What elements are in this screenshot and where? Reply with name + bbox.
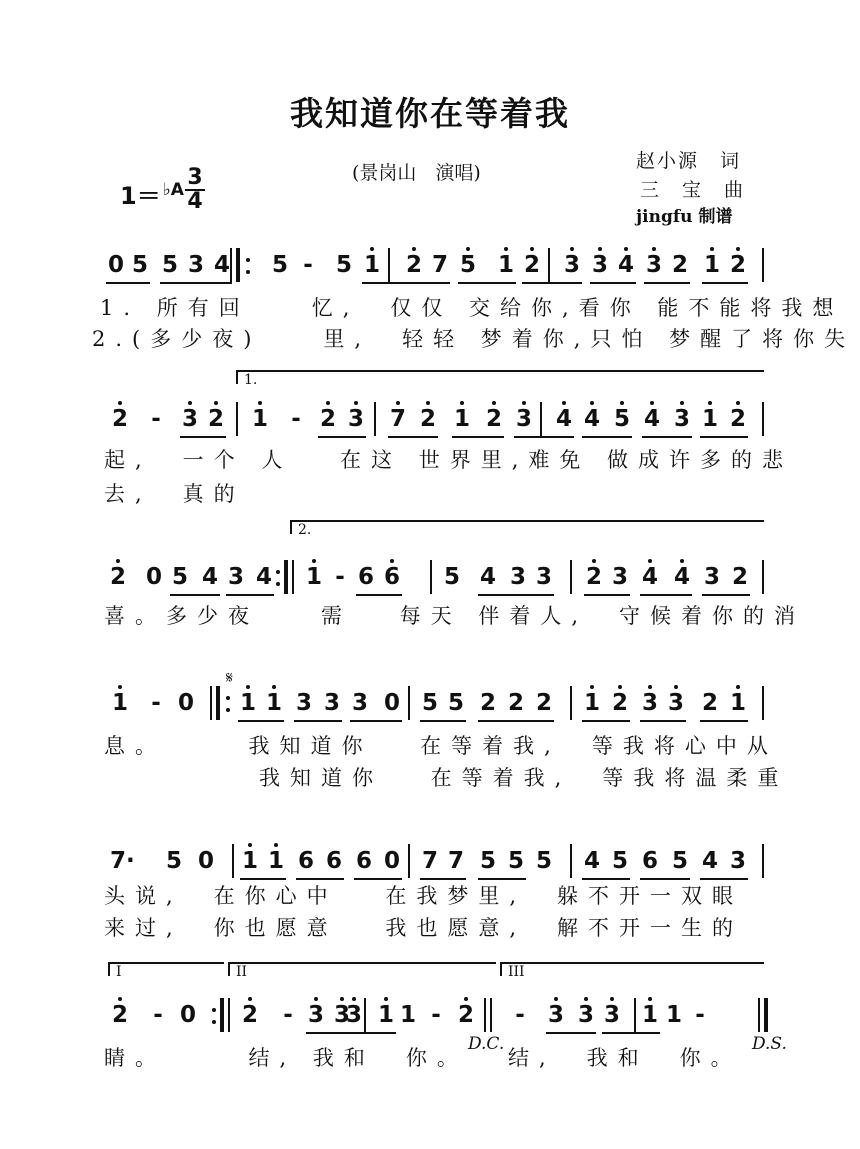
note: 0: [383, 848, 400, 874]
lyric-verse-1: 1. 所有回 忆, 仅仅 交给你,看你 能不能将我想: [100, 296, 844, 320]
lyric-line-6b: 结, 我和 你。: [508, 1046, 742, 1070]
beam: [702, 282, 748, 284]
beam: [318, 436, 366, 438]
octave-dot: [396, 401, 400, 405]
key-flat: ♭A: [162, 180, 184, 200]
beam: [170, 594, 220, 596]
octave-dot: [390, 559, 394, 563]
beam: [420, 720, 466, 722]
performer: (景岗山 演唱): [352, 162, 481, 184]
octave-dot: [648, 685, 652, 689]
beam: [582, 720, 630, 722]
note: 3: [703, 564, 720, 590]
octave-dot: [648, 559, 652, 563]
note: 3: [323, 690, 340, 716]
note: 0: [197, 848, 214, 874]
segno-icon: 𝄋: [226, 668, 233, 687]
beam: [452, 436, 504, 438]
note: -: [153, 1002, 163, 1028]
beam: [180, 436, 226, 438]
note: 1: [239, 690, 256, 716]
note: 2: [319, 406, 336, 432]
note: 3: [227, 564, 244, 590]
lyric-verse-2: 我知道你 在等着我, 等我将温柔重: [104, 766, 789, 790]
beam: [388, 436, 438, 438]
beam: [226, 594, 274, 596]
note: 1: [399, 1002, 416, 1028]
note: 1: [251, 406, 268, 432]
note: 5: [611, 848, 628, 874]
note: 1: [665, 1002, 682, 1028]
volta-III: III: [500, 962, 764, 976]
beam: [238, 720, 284, 722]
note: 0: [107, 252, 124, 278]
beam: [546, 1032, 596, 1034]
note: -: [515, 1002, 525, 1028]
note: 1: [583, 690, 600, 716]
octave-dot: [710, 247, 714, 251]
octave-dot: [736, 247, 740, 251]
octave-dot: [652, 247, 656, 251]
note: 2: [109, 564, 126, 590]
note: 3: [729, 848, 746, 874]
beam: [106, 282, 150, 284]
beam: [582, 436, 632, 438]
octave-dot: [274, 843, 278, 847]
octave-dot: [272, 685, 276, 689]
beam: [640, 720, 686, 722]
note: 4: [701, 848, 718, 874]
lyric-verse-1: 头说, 在你心中 在我梦里, 躲不开一双眼: [104, 884, 744, 908]
ds-mark: D.S.: [752, 1034, 787, 1054]
note: 3: [345, 1002, 362, 1028]
note: -: [291, 406, 301, 432]
beam: [404, 282, 450, 284]
note: 4: [201, 564, 218, 590]
octave-dot: [326, 401, 330, 405]
note: 5: [671, 848, 688, 874]
note: 2: [485, 406, 502, 432]
note: 2: [729, 406, 746, 432]
note: 3: [611, 564, 628, 590]
note: 3: [295, 690, 312, 716]
note: 5: [447, 690, 464, 716]
note: -: [151, 406, 161, 432]
note: 5: [613, 406, 630, 432]
octave-dot: [598, 247, 602, 251]
note: 4: [479, 564, 496, 590]
key-label: 1＝: [120, 182, 161, 210]
beam: [602, 1032, 660, 1034]
beam: [702, 594, 750, 596]
note: 5: [459, 252, 476, 278]
note: 4: [673, 564, 690, 590]
note: 3: [667, 690, 684, 716]
beam: [350, 720, 402, 722]
note: 6: [297, 848, 314, 874]
volta-2: 2.: [290, 520, 764, 534]
note: 2: [731, 564, 748, 590]
octave-dot: [618, 685, 622, 689]
note: 3: [673, 406, 690, 432]
beam: [584, 594, 630, 596]
lyric-verse-2: 来过, 你也愿意 我也愿意, 解不开一生的: [104, 916, 744, 940]
octave-dot: [674, 685, 678, 689]
note: 5: [421, 690, 438, 716]
octave-dot: [590, 685, 594, 689]
octave-dot: [530, 247, 534, 251]
octave-dot: [610, 997, 614, 1001]
beam: [458, 282, 516, 284]
note: 2: [479, 690, 496, 716]
octave-dot: [214, 401, 218, 405]
octave-dot: [460, 401, 464, 405]
note: 5: [171, 564, 188, 590]
note: 1: [641, 1002, 658, 1028]
octave-dot: [312, 559, 316, 563]
note: 1: [241, 848, 258, 874]
beam: [478, 720, 554, 722]
note: 4: [555, 406, 572, 432]
note: 5: [443, 564, 460, 590]
note: 4: [617, 252, 634, 278]
note: -: [303, 252, 313, 278]
note: 3: [181, 406, 198, 432]
note: 5: [161, 252, 178, 278]
note: 3: [535, 564, 552, 590]
note: 3: [591, 252, 608, 278]
note: 2: [207, 406, 224, 432]
beam: [344, 1032, 396, 1034]
note: 5: [165, 848, 182, 874]
octave-dot: [492, 401, 496, 405]
note: 3: [563, 252, 580, 278]
note: 6: [357, 564, 374, 590]
note: -: [335, 564, 345, 590]
note: 1: [703, 252, 720, 278]
note: 1: [305, 564, 322, 590]
note: 0: [179, 1002, 196, 1028]
note: 0: [145, 564, 162, 590]
arranger-credit: jingfu 制谱: [636, 207, 733, 227]
note: 0: [383, 690, 400, 716]
beam: [356, 594, 402, 596]
note: 2: [111, 406, 128, 432]
beam: [514, 436, 574, 438]
note: 2: [729, 252, 746, 278]
lyric-verse-1: 起, 一个 人 在这 世界里,难免 做成许多的悲: [104, 448, 794, 472]
note: 1: [267, 848, 284, 874]
note: -: [283, 1002, 293, 1028]
note: 3: [577, 1002, 594, 1028]
note: 0: [177, 690, 194, 716]
beam: [478, 594, 554, 596]
beam: [640, 594, 692, 596]
octave-dot: [118, 997, 122, 1001]
octave-dot: [708, 401, 712, 405]
lyric-verse-1: 息。 我知道你 在等着我, 等我将心中从: [104, 734, 778, 758]
octave-dot: [352, 997, 356, 1001]
octave-dot: [248, 997, 252, 1001]
octave-dot: [562, 401, 566, 405]
note: 6: [383, 564, 400, 590]
note: 6: [355, 848, 372, 874]
note: 2: [111, 1002, 128, 1028]
note: 3: [603, 1002, 620, 1028]
note: 1: [111, 690, 128, 716]
octave-dot: [412, 247, 416, 251]
lyric-verse-2: 去, 真的: [104, 482, 245, 506]
lyric-verse-2: 2.(多少夜) 里, 轻轻 梦着你,只怕 梦醒了将你失: [92, 327, 856, 351]
beam: [700, 436, 748, 438]
note: 3: [347, 406, 364, 432]
octave-dot: [466, 247, 470, 251]
octave-dot: [620, 401, 624, 405]
composer-credit: 三 宝 曲: [640, 179, 746, 201]
note: 6: [325, 848, 342, 874]
octave-dot: [590, 401, 594, 405]
beam: [700, 720, 748, 722]
note: 7: [431, 252, 448, 278]
dc-mark: D.C.: [468, 1034, 505, 1054]
note: 5: [507, 848, 524, 874]
note: 2: [535, 690, 552, 716]
time-numerator: 3: [187, 165, 203, 190]
octave-dot: [648, 997, 652, 1001]
beam: [186, 282, 232, 284]
octave-dot: [314, 997, 318, 1001]
octave-dot: [736, 401, 740, 405]
note: 3: [547, 1002, 564, 1028]
octave-dot: [370, 247, 374, 251]
note: 2: [701, 690, 718, 716]
octave-dot: [736, 685, 740, 689]
note: 1: [265, 690, 282, 716]
note: 1: [729, 690, 746, 716]
octave-dot: [570, 247, 574, 251]
note: 1: [497, 252, 514, 278]
time-denominator: 4: [187, 189, 203, 214]
note: 4: [583, 848, 600, 874]
note: 3: [351, 690, 368, 716]
beam: [644, 282, 690, 284]
octave-dot: [118, 401, 122, 405]
octave-dot: [650, 401, 654, 405]
note: 4: [213, 252, 230, 278]
note: 5: [535, 848, 552, 874]
note: 2: [585, 564, 602, 590]
volta-II: II: [228, 962, 496, 976]
octave-dot: [504, 247, 508, 251]
octave-dot: [522, 401, 526, 405]
barline: [762, 248, 764, 282]
note: 2: [419, 406, 436, 432]
beam: [642, 436, 692, 438]
note: 7·: [110, 848, 135, 874]
note: 6: [641, 848, 658, 874]
barline: [548, 248, 550, 282]
octave-dot: [680, 559, 684, 563]
beam: [590, 282, 636, 284]
note: 2: [457, 1002, 474, 1028]
note: 7: [389, 406, 406, 432]
note: 2: [405, 252, 422, 278]
octave-dot: [384, 997, 388, 1001]
octave-dot: [464, 997, 468, 1001]
note: -: [151, 690, 161, 716]
beam: [294, 720, 342, 722]
note: 5: [479, 848, 496, 874]
lyric-line-6a: 睛。 结, 我和 你。: [104, 1046, 468, 1070]
note: 4: [583, 406, 600, 432]
octave-dot: [354, 401, 358, 405]
lyricist-credit: 赵小源 词: [636, 150, 742, 172]
note: 2: [241, 1002, 258, 1028]
note: 4: [643, 406, 660, 432]
octave-dot: [680, 401, 684, 405]
octave-dot: [426, 401, 430, 405]
note: 3: [187, 252, 204, 278]
note: 5: [335, 252, 352, 278]
note: 1: [363, 252, 380, 278]
note: 7: [421, 848, 438, 874]
beam: [522, 282, 582, 284]
note: 3: [307, 1002, 324, 1028]
octave-dot: [246, 685, 250, 689]
octave-dot: [584, 997, 588, 1001]
octave-dot: [188, 401, 192, 405]
barline: [388, 248, 390, 282]
note: 4: [255, 564, 272, 590]
note: 1: [453, 406, 470, 432]
octave-dot: [248, 843, 252, 847]
note: 3: [515, 406, 532, 432]
note: 2: [507, 690, 524, 716]
note: -: [695, 1002, 705, 1028]
note: 5: [271, 252, 288, 278]
note: 1: [701, 406, 718, 432]
volta-1: 1.: [236, 370, 764, 384]
note: 2: [611, 690, 628, 716]
note: 1: [377, 1002, 394, 1028]
octave-dot: [116, 559, 120, 563]
note: 2: [671, 252, 688, 278]
octave-dot: [592, 559, 596, 563]
note: 4: [641, 564, 658, 590]
time-signature: [185, 165, 205, 214]
note: 3: [509, 564, 526, 590]
volta-I: I: [108, 962, 224, 976]
octave-dot: [258, 401, 262, 405]
key-signature: [120, 176, 184, 211]
note: 7: [447, 848, 464, 874]
note: 2: [523, 252, 540, 278]
lyric-verse-1: 喜。多少夜 需 每天 伴着人, 守候着你的消: [104, 604, 806, 628]
note: 5: [131, 252, 148, 278]
note: 3: [645, 252, 662, 278]
octave-dot: [118, 685, 122, 689]
octave-dot: [624, 247, 628, 251]
octave-dot: [340, 997, 344, 1001]
note: 3: [333, 1002, 350, 1028]
octave-dot: [554, 997, 558, 1001]
note: 3: [641, 690, 658, 716]
song-title: 我知道你在等着我: [290, 94, 570, 133]
note: -: [431, 1002, 441, 1028]
